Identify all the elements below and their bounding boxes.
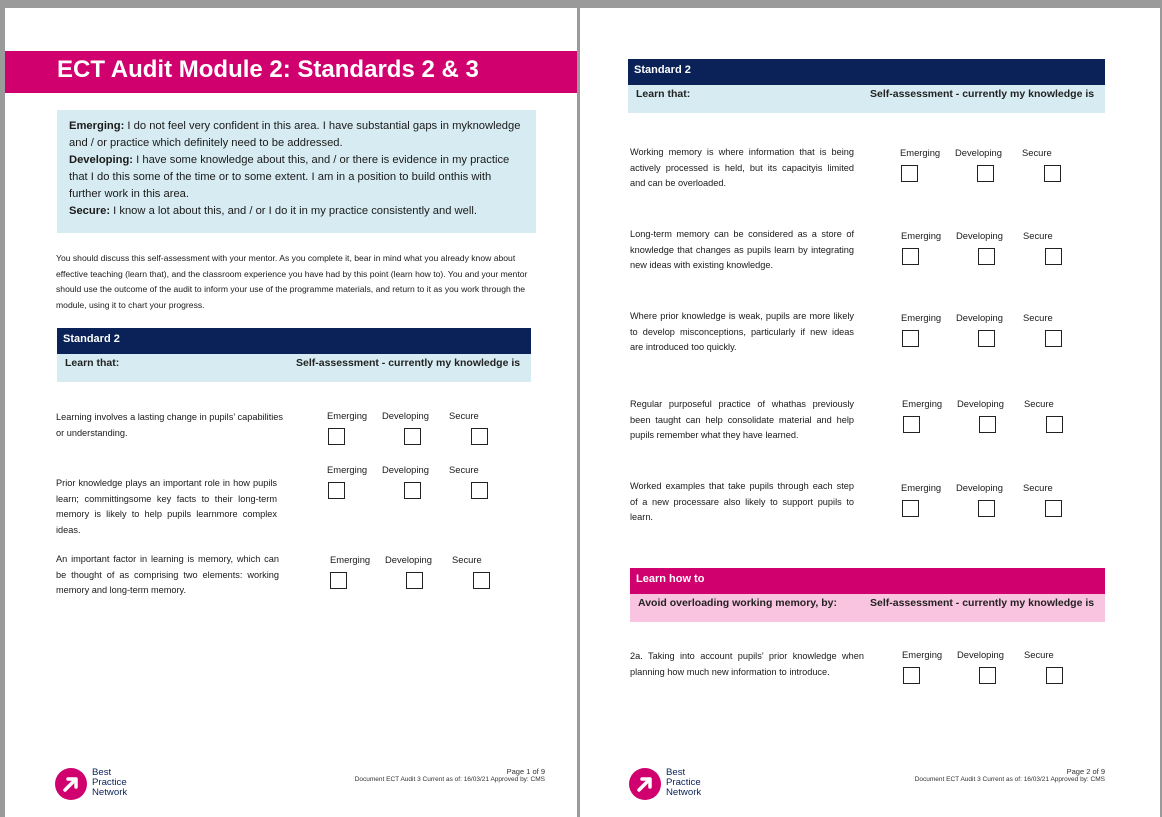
col-avoid-overloading: Avoid overloading working memory, by: <box>638 597 837 609</box>
level-secure-text: I know a lot about this, and / or I do it in my practice consistently and well. <box>110 205 477 217</box>
label-emerging: Emerging <box>901 312 942 323</box>
checkbox-secure-row-3[interactable] <box>473 572 490 589</box>
checkbox-emerging-row-1[interactable] <box>901 165 918 182</box>
page-2 <box>580 8 1160 817</box>
option-labels-row-1 <box>900 147 1100 159</box>
option-labels-row-3 <box>330 554 530 566</box>
section-header-learn-how-to: Learn how to <box>630 568 1105 594</box>
checkbox-emerging-row-4[interactable] <box>903 416 920 433</box>
label-emerging: Emerging <box>901 482 942 493</box>
label-emerging: Emerging <box>901 230 942 241</box>
label-developing: Developing <box>382 410 429 421</box>
column-header-row-learn-how-to <box>630 594 1105 622</box>
checkbox-secure-row-4[interactable] <box>1046 416 1063 433</box>
logo-arrow-icon <box>629 768 661 800</box>
label-emerging: Emerging <box>902 398 943 409</box>
checkbox-emerging-row-3[interactable] <box>330 572 347 589</box>
label-emerging: Emerging <box>330 554 371 565</box>
option-labels-row-2a <box>902 649 1102 661</box>
checkbox-emerging-row-3[interactable] <box>902 330 919 347</box>
page-number: Page 1 of 9 <box>506 767 545 776</box>
document-info: Document ECT Audit 3 Current as of: 16/03/21 Approved by: CMS <box>354 776 545 783</box>
level-emerging-desc <box>69 118 522 152</box>
statement-row-2: Long-term memory can be considered as a store of knowledge that changes as pupils learn by integrating new ideas with existing knowledge. <box>630 229 854 270</box>
checkbox-secure-row-5[interactable] <box>1045 500 1062 517</box>
checkbox-secure-row-3[interactable] <box>1045 330 1062 347</box>
level-emerging-text: I do not feel very confident in this area. I have substantial gaps in myknowledge and / or practice which definitely need to be addressed. <box>69 120 521 149</box>
statement-row-3: Where prior knowledge is weak, pupils are more likely to develop misconceptions, particularly if new ideas are introduced too quickly. <box>630 311 854 352</box>
checkbox-secure-row-2[interactable] <box>1045 248 1062 265</box>
label-developing: Developing <box>956 312 1003 323</box>
logo-line-2: Practice <box>92 777 127 788</box>
checkbox-developing-row-2a[interactable] <box>979 667 996 684</box>
option-labels-row-1 <box>327 410 527 422</box>
page-title: ECT Audit Module 2: Standards 2 & 3 <box>5 51 577 93</box>
logo-line-3: Network <box>666 787 702 798</box>
logo-line-1: Best <box>666 767 686 778</box>
checkbox-secure-row-1[interactable] <box>471 428 488 445</box>
label-developing: Developing <box>956 482 1003 493</box>
label-secure: Secure <box>452 554 482 565</box>
levels-key-box <box>57 110 536 233</box>
checkbox-developing-row-3[interactable] <box>978 330 995 347</box>
statement-row-1: Learning involves a lasting change in pupils’ capabilities or understanding. <box>56 412 283 438</box>
option-labels-row-4 <box>902 398 1102 410</box>
level-emerging-label: Emerging: <box>69 120 125 132</box>
option-labels-row-3 <box>901 312 1101 324</box>
statement-row-2: Prior knowledge plays an important role in how pupils learn; committingsome key facts to their long-term memory is likely to help pupils learnmore complex ideas. <box>56 478 277 535</box>
col-learn-that: Learn that: <box>65 357 120 369</box>
checkbox-emerging-row-2[interactable] <box>902 248 919 265</box>
label-developing: Developing <box>955 147 1002 158</box>
checkbox-emerging-row-5[interactable] <box>902 500 919 517</box>
statement-row-3: An important factor in learning is memory, which can be thought of as comprising two elements: working memory and long-term memory. <box>56 554 279 595</box>
label-emerging: Emerging <box>327 464 368 475</box>
checkbox-developing-row-5[interactable] <box>978 500 995 517</box>
label-developing: Developing <box>956 230 1003 241</box>
checkbox-emerging-row-2a[interactable] <box>903 667 920 684</box>
checkbox-developing-row-1[interactable] <box>977 165 994 182</box>
column-header-row <box>628 85 1105 113</box>
label-secure: Secure <box>1024 398 1054 409</box>
col-self-assessment: Self-assessment - currently my knowledge is <box>870 597 1095 609</box>
level-secure-desc <box>69 203 522 220</box>
checkbox-emerging-row-2[interactable] <box>328 482 345 499</box>
intro-paragraph: You should discuss this self-assessment with your mentor. As you complete it, bear in mind what you already know about effective teaching (learn that), and the classroom experience you have had by this point (learn how to). You and your mentor should use the outcome of the audit to inform your use of the programme materials, and return to it as you work through the module, using it to chart your progress. <box>56 253 528 311</box>
checkbox-developing-row-2[interactable] <box>404 482 421 499</box>
option-labels-row-2 <box>327 464 527 476</box>
checkbox-secure-row-2[interactable] <box>471 482 488 499</box>
option-labels-row-5 <box>901 482 1101 494</box>
statement-row-5: Worked examples that take pupils through each step of a new processare also likely to support pupils to learn. <box>630 481 854 522</box>
footer-meta <box>305 768 545 784</box>
best-practice-network-logo <box>55 766 145 806</box>
checkbox-developing-row-4[interactable] <box>979 416 996 433</box>
best-practice-network-logo <box>629 766 719 806</box>
label-secure: Secure <box>1023 482 1053 493</box>
label-secure: Secure <box>1023 230 1053 241</box>
checkbox-developing-row-2[interactable] <box>978 248 995 265</box>
logo-line-2: Practice <box>666 777 701 788</box>
label-developing: Developing <box>385 554 432 565</box>
level-developing-desc <box>69 152 522 203</box>
label-secure: Secure <box>1024 649 1054 660</box>
label-secure: Secure <box>449 410 479 421</box>
checkbox-developing-row-1[interactable] <box>404 428 421 445</box>
checkbox-developing-row-3[interactable] <box>406 572 423 589</box>
statement-row-1: Working memory is where information that is being actively processed is held, but its capacityis limited and can be overloaded. <box>630 147 854 188</box>
page-1 <box>5 8 577 817</box>
logo-text <box>666 768 701 798</box>
statement-row-2a: 2a. Taking into account pupils’ prior knowledge when planning how much new information to introduce. <box>630 651 864 677</box>
logo-line-1: Best <box>92 767 112 778</box>
checkbox-secure-row-1[interactable] <box>1044 165 1061 182</box>
label-secure: Secure <box>449 464 479 475</box>
label-secure: Secure <box>1023 312 1053 323</box>
statement-row-4: Regular purposeful practice of whathas previously been taught can help consolidate material and help pupils remember what they have learned. <box>630 399 854 440</box>
col-self-assessment: Self-assessment - currently my knowledge is <box>296 357 521 369</box>
checkbox-emerging-row-1[interactable] <box>328 428 345 445</box>
logo-arrow-icon <box>55 768 87 800</box>
col-learn-that: Learn that: <box>636 88 691 100</box>
label-emerging: Emerging <box>900 147 941 158</box>
label-emerging: Emerging <box>902 649 943 660</box>
checkbox-secure-row-2a[interactable] <box>1046 667 1063 684</box>
logo-line-3: Network <box>92 787 128 798</box>
section-header-standard-2: Standard 2 <box>57 328 531 354</box>
level-secure-label: Secure: <box>69 205 111 217</box>
page-number: Page 2 of 9 <box>1066 767 1105 776</box>
label-emerging: Emerging <box>327 410 368 421</box>
label-developing: Developing <box>957 398 1004 409</box>
document-info: Document ECT Audit 3 Current as of: 16/03/21 Approved by: CMS <box>914 776 1105 783</box>
col-self-assessment: Self-assessment - currently my knowledge is <box>870 88 1095 100</box>
column-header-row <box>57 354 531 382</box>
label-developing: Developing <box>957 649 1004 660</box>
option-labels-row-2 <box>901 230 1101 242</box>
label-secure: Secure <box>1022 147 1052 158</box>
footer-meta <box>865 768 1105 784</box>
label-developing: Developing <box>382 464 429 475</box>
level-developing-label: Developing: <box>69 154 134 166</box>
logo-text <box>92 768 127 798</box>
level-developing-text: I have some knowledge about this, and / or there is evidence in my practice that I do this some of the time or to some extent. I am in a position to build onthis with further work in this area. <box>69 154 510 200</box>
section-header-standard-2: Standard 2 <box>628 59 1105 85</box>
